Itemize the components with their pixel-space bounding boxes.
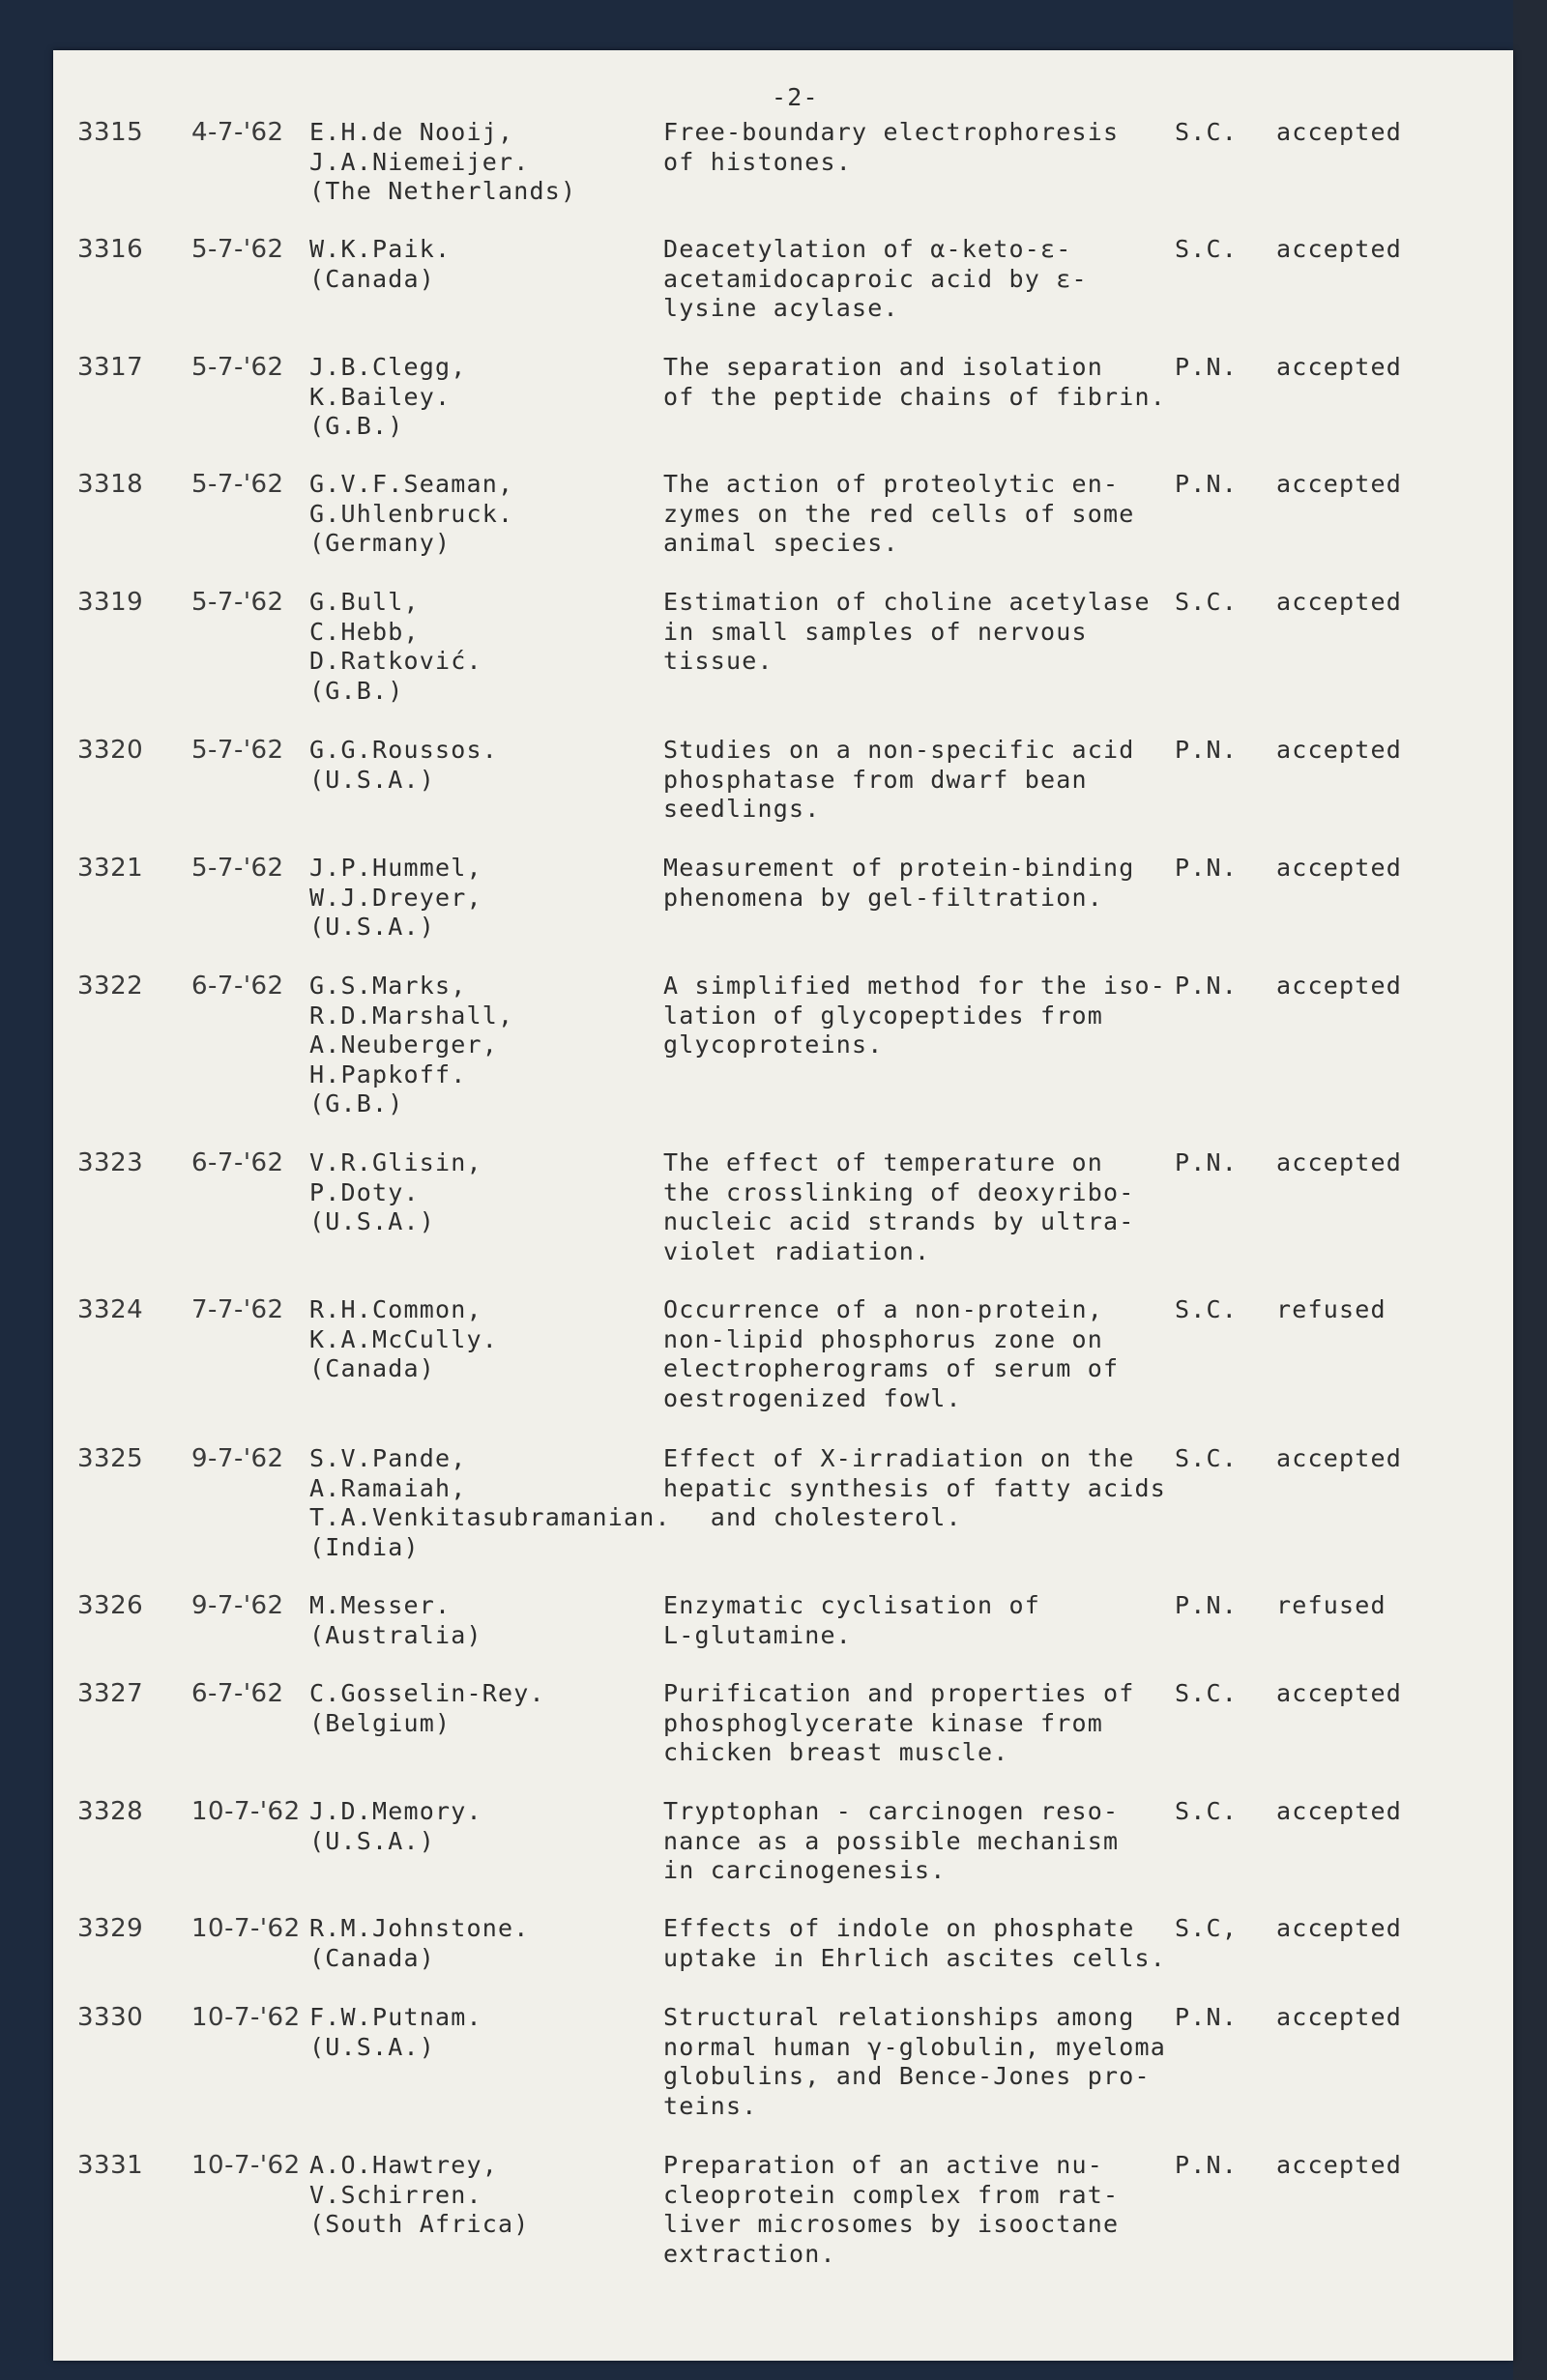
- entry-number: 3323: [77, 1148, 144, 1177]
- entry-date: 5-7-'62: [191, 353, 284, 382]
- entry-title: Enzymatic cyclisation of L-glutamine.: [663, 1591, 1041, 1649]
- entry-decision: accepted: [1276, 736, 1403, 764]
- entry-title: The separation and isolation of the peptide chains of fibrin.: [663, 353, 1167, 411]
- entry-journal: P.N.: [1175, 1591, 1239, 1619]
- entry-date: 10-7-'62: [191, 1797, 301, 1826]
- entry-journal: S.C.: [1175, 1679, 1239, 1707]
- entry-journal: S.C.: [1175, 1797, 1239, 1825]
- entry-journal: S.C.: [1175, 1444, 1239, 1472]
- entry-number: 3316: [77, 235, 144, 264]
- entry-title: Purification and properties of phosphoglycerate kinase from chicken breast muscle.: [663, 1679, 1135, 1766]
- entry-authors: C.Gosselin-Rey. (Belgium): [309, 1679, 545, 1737]
- entry-authors: S.V.Pande, A.Ramaiah, T.A.Venkitasubramanian. (India): [309, 1444, 671, 1561]
- entry-authors: V.R.Glisin, P.Doty. (U.S.A.): [309, 1148, 482, 1235]
- entry-journal: P.N.: [1175, 854, 1239, 882]
- entry-title: Deacetylation of α-keto-ε- acetamidocaproic acid by ε- lysine acylase.: [663, 235, 1088, 322]
- entry-decision: accepted: [1276, 588, 1403, 616]
- entry-date: 10-7-'62: [191, 2151, 301, 2180]
- entry-number: 3322: [77, 972, 144, 1001]
- entry-title: Preparation of an active nu- cleoprotein complex from rat- liver microsomes by isooctane extraction.: [663, 2151, 1120, 2268]
- entry-date: 6-7-'62: [191, 972, 284, 1001]
- scan-background-edge: [1513, 0, 1547, 2380]
- entry-journal: S.C.: [1175, 588, 1239, 616]
- entry-authors: G.V.F.Seaman, G.Uhlenbruck. (Germany): [309, 470, 514, 557]
- entry-number: 3320: [77, 736, 144, 765]
- entry-journal: P.N.: [1175, 2151, 1239, 2179]
- entry-decision: accepted: [1276, 972, 1403, 1000]
- entry-number: 3326: [77, 1591, 144, 1620]
- entry-number: 3317: [77, 353, 144, 382]
- entry-number: 3319: [77, 588, 144, 617]
- entry-journal: P.N.: [1175, 736, 1239, 764]
- entry-authors: J.D.Memory. (U.S.A.): [309, 1797, 482, 1855]
- entry-journal: S.C.: [1175, 118, 1239, 146]
- entry-date: 6-7-'62: [191, 1148, 284, 1177]
- entry-decision: accepted: [1276, 1444, 1403, 1472]
- entry-title: Tryptophan - carcinogen reso- nance as a possible mechanism in carcinogenesis.: [663, 1797, 1120, 1884]
- entry-number: 3321: [77, 854, 144, 883]
- entry-decision: accepted: [1276, 1679, 1403, 1707]
- entry-authors: M.Messer. (Australia): [309, 1591, 482, 1649]
- entry-authors: E.H.de Nooij, J.A.Niemeijer. (The Netherlands): [309, 118, 577, 205]
- entry-number: 3315: [77, 118, 144, 147]
- entry-journal: P.N.: [1175, 972, 1239, 1000]
- entry-authors: G.S.Marks, R.D.Marshall, A.Neuberger, H.Papkoff. (G.B.): [309, 972, 514, 1117]
- entry-journal: P.N.: [1175, 1148, 1239, 1176]
- entry-number: 3325: [77, 1444, 144, 1473]
- entry-title: The action of proteolytic en- zymes on the red cells of some animal species.: [663, 470, 1135, 557]
- entry-date: 5-7-'62: [191, 736, 284, 765]
- entry-number: 3328: [77, 1797, 144, 1826]
- entry-authors: R.H.Common, K.A.McCully. (Canada): [309, 1295, 499, 1382]
- entry-date: 6-7-'62: [191, 1679, 284, 1708]
- entry-date: 5-7-'62: [191, 235, 284, 264]
- entry-decision: refused: [1276, 1295, 1386, 1323]
- entry-journal: P.N.: [1175, 353, 1239, 381]
- entry-authors: J.P.Hummel, W.J.Dreyer, (U.S.A.): [309, 854, 482, 941]
- entry-number: 3324: [77, 1295, 144, 1324]
- entry-date: 9-7-'62: [191, 1444, 284, 1473]
- entry-decision: accepted: [1276, 2151, 1403, 2179]
- entry-date: 5-7-'62: [191, 854, 284, 883]
- entry-title: Estimation of choline acetylase in small samples of nervous tissue.: [663, 588, 1151, 675]
- entry-authors: A.O.Hawtrey, V.Schirren. (South Africa): [309, 2151, 530, 2238]
- entry-decision: accepted: [1276, 854, 1403, 882]
- entry-number: 3329: [77, 1914, 144, 1943]
- entry-decision: accepted: [1276, 1914, 1403, 1942]
- entry-journal: S.C.: [1175, 1295, 1239, 1323]
- entry-title: Structural relationships among normal human γ-globulin, myeloma globulins, and Bence-Jones pro- teins.: [663, 2003, 1167, 2120]
- entry-number: 3318: [77, 470, 144, 499]
- entry-number: 3327: [77, 1679, 144, 1708]
- entry-decision: accepted: [1276, 353, 1403, 381]
- entry-date: 9-7-'62: [191, 1591, 284, 1620]
- entry-decision: accepted: [1276, 235, 1403, 263]
- entry-title: A simplified method for the iso- lation of glycopeptides from glycoproteins.: [663, 972, 1167, 1059]
- entry-authors: R.M.Johnstone. (Canada): [309, 1914, 530, 1972]
- entry-date: 10-7-'62: [191, 2003, 301, 2032]
- entry-number: 3330: [77, 2003, 144, 2032]
- entry-authors: J.B.Clegg, K.Bailey. (G.B.): [309, 353, 467, 440]
- entry-authors: G.G.Roussos. (U.S.A.): [309, 736, 499, 794]
- entry-title: Measurement of protein-binding phenomena by gel-filtration.: [663, 854, 1135, 912]
- entry-number: 3331: [77, 2151, 144, 2180]
- entry-date: 5-7-'62: [191, 588, 284, 617]
- entry-journal: S.C.: [1175, 235, 1239, 263]
- page-number: -2-: [772, 83, 819, 111]
- entry-title: Occurrence of a non-protein, non-lipid phosphorus zone on electropherograms of serum of oestrogenized fowl.: [663, 1295, 1120, 1412]
- entry-date: 10-7-'62: [191, 1914, 301, 1943]
- entry-journal: S.C,: [1175, 1914, 1239, 1942]
- entry-decision: accepted: [1276, 2003, 1403, 2031]
- entry-title: Free-boundary electrophoresis of histones.: [663, 118, 1120, 176]
- entry-title: Studies on a non-specific acid phosphatase from dwarf bean seedlings.: [663, 736, 1135, 823]
- entry-date: 7-7-'62: [191, 1295, 284, 1324]
- entry-title: Effect of X-irradiation on the hepatic synthesis of fatty acids and cholesterol.: [663, 1444, 1167, 1531]
- entry-authors: G.Bull, C.Hebb, D.Ratković. (G.B.): [309, 588, 482, 705]
- entry-title: The effect of temperature on the crosslinking of deoxyribo- nucleic acid strands by ultra- violet radiation.: [663, 1148, 1135, 1265]
- entry-journal: P.N.: [1175, 470, 1239, 498]
- entry-date: 5-7-'62: [191, 470, 284, 499]
- entry-authors: F.W.Putnam. (U.S.A.): [309, 2003, 482, 2061]
- entry-authors: W.K.Paik. (Canada): [309, 235, 452, 293]
- entry-decision: accepted: [1276, 1797, 1403, 1825]
- entry-decision: refused: [1276, 1591, 1386, 1619]
- entry-decision: accepted: [1276, 118, 1403, 146]
- entry-journal: P.N.: [1175, 2003, 1239, 2031]
- entry-title: Effects of indole on phosphate uptake in Ehrlich ascites cells.: [663, 1914, 1167, 1972]
- entry-decision: accepted: [1276, 470, 1403, 498]
- entry-decision: accepted: [1276, 1148, 1403, 1176]
- entry-date: 4-7-'62: [191, 118, 284, 147]
